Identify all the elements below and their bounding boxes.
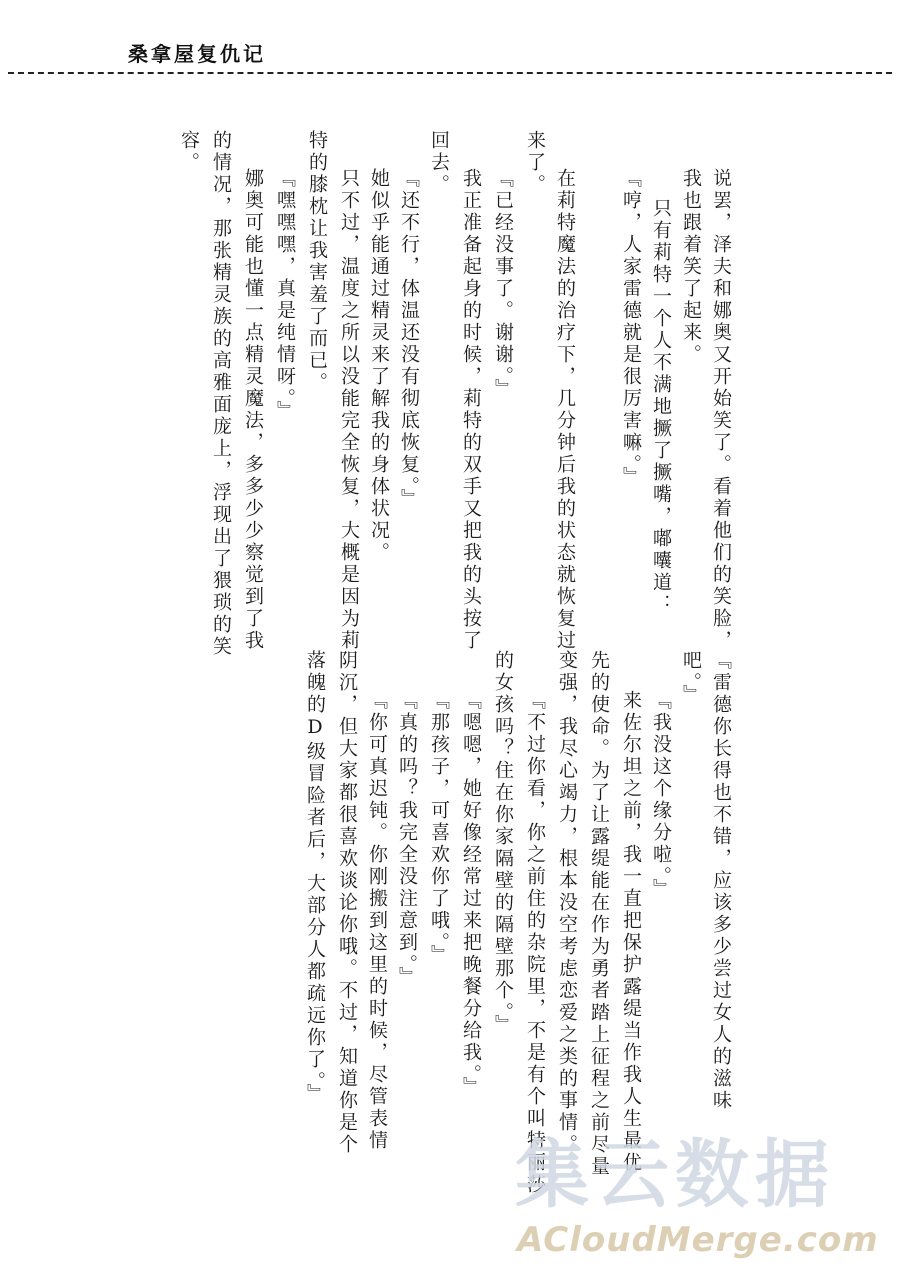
watermark-cn: 集云数据 [515, 1132, 835, 1218]
text-column: 说罢，泽夫和娜奥又开始笑了。看着他们的笑脸， [710, 168, 732, 652]
text-column: 『雷德你长得也不错，应该多少尝过女人的滋味 [710, 650, 732, 1112]
text-column: 来了。 [524, 130, 546, 196]
text-column: 我正准备起身的时候，莉特的双手又把我的头按了 [460, 168, 482, 652]
text-column: 落魄的D级冒险者后，大部分人都疏远你了。』 [304, 650, 326, 1106]
text-column: 的情况，那张精灵族的高雅面庞上，浮现出了猥琐的笑 [210, 130, 232, 658]
text-column: 我也跟着笑了起来。 [680, 168, 702, 366]
text-column: 的女孩吗？住在你家隔壁的隔壁那个。』 [492, 650, 514, 1037]
book-title: 桑拿屋复仇记 [128, 42, 266, 66]
text-column: 『还不行，体温还没有彻底恢复。』 [398, 168, 420, 511]
text-column: 『你可真迟钝。你刚搬到这里的时候，尽管表情 [366, 690, 388, 1152]
text-column: 吧。』 [680, 650, 702, 707]
text-column: 先的使命。为了让露缇能在作为勇者踏上征程之前尽量 [588, 650, 610, 1178]
text-column: 特的膝枕让我害羞了而已。 [306, 130, 328, 394]
text-column: 『嘿嘿嘿，真是纯情呀。』 [274, 168, 296, 423]
text-column: 只不过，温度之所以没能完全恢复，大概是因为莉 [338, 168, 360, 652]
text-column: 娜奥可能也懂一点精灵魔法，多多少少察觉到了我 [242, 168, 264, 652]
text-column: 『不过你看，你之前住的杂院里，不是有个叫特丽莎 [524, 690, 546, 1196]
text-column: 『哼，人家雷德就是很厉害嘛。』 [620, 168, 642, 489]
text-column: 『已经没事了。谢谢。』 [492, 168, 514, 401]
text-column: 她似乎能通过精灵来了解我的身体状况。 [368, 168, 390, 564]
text-column: 『那孩子，可喜欢你了哦。』 [428, 690, 450, 967]
text-column: 『真的吗？我完全没注意到。』 [396, 690, 418, 989]
text-column: 『嗯嗯，她好像经常过来把晚餐分给我。』 [460, 690, 482, 1099]
text-column: 只有莉特一个人不满地撅了撅嘴，嘟囔道： [650, 198, 672, 616]
text-column: 变强，我尽心竭力，根本没空考虑恋爱之类的事情。 [556, 650, 578, 1156]
text-column: 回去。 [428, 130, 450, 196]
text-column: 在莉特魔法的治疗下，几分钟后我的状态就恢复过 [554, 168, 576, 652]
watermark [515, 1130, 879, 1260]
watermark-en: ACloudMerge.com [517, 1220, 879, 1260]
text-column: 来佐尔坦之前，我一直把保护露缇当作我人生最优 [620, 690, 642, 1174]
text-column: 阴沉，但大家都很喜欢谈论你哦。不过，知道你是个 [336, 650, 358, 1156]
text-column: 容。 [178, 130, 200, 174]
text-column: 『我没这个缘分啦。』 [650, 690, 672, 901]
